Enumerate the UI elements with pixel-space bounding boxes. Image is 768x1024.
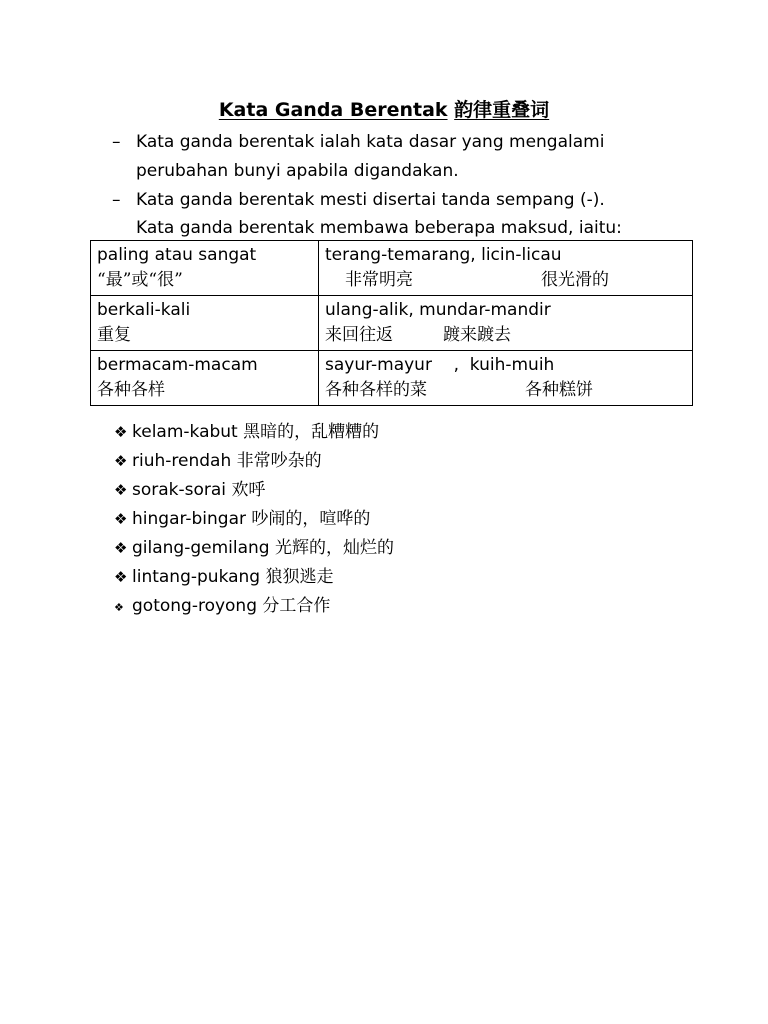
diamond-bullet-icon: ❖ xyxy=(114,568,128,586)
meaning-cell xyxy=(91,296,319,351)
examples-text: terang-temarang, licin-licau xyxy=(325,245,562,265)
table-row xyxy=(91,351,693,406)
diamond-bullet-icon: ❖ xyxy=(114,481,128,499)
examples-chinese: 各种糕饼 xyxy=(525,380,593,400)
examples-cell xyxy=(319,351,693,406)
meaning-chinese: 各种各样 xyxy=(97,380,165,400)
diamond-bullet-icon: ❖ xyxy=(114,510,128,528)
title-chinese: 韵律重叠词 xyxy=(454,99,550,121)
example-word: riuh-rendah xyxy=(132,451,232,471)
page-title xyxy=(0,98,768,122)
list-item xyxy=(114,447,394,476)
list-item xyxy=(114,505,394,534)
example-list xyxy=(114,418,394,621)
diamond-bullet-icon: ❖ xyxy=(114,452,128,470)
examples-text: ulang-alik, mundar-mandir xyxy=(325,300,551,320)
meaning-cell xyxy=(91,351,319,406)
list-item xyxy=(114,418,394,447)
meaning-chinese: 重复 xyxy=(97,325,131,345)
examples-chinese: 各种各样的菜 xyxy=(325,380,427,400)
dash-bullet: – xyxy=(112,132,121,152)
meaning-table xyxy=(90,240,693,406)
dash-bullet: – xyxy=(112,190,121,210)
example-word: lintang-pukang xyxy=(132,567,261,587)
examples-chinese: 踱来踱去 xyxy=(443,325,511,345)
example-chinese: 吵闹的，喧哗的 xyxy=(251,509,371,529)
example-chinese: 黑暗的，乱糟糟的 xyxy=(243,422,380,442)
example-chinese: 欢呼 xyxy=(231,480,266,500)
bullet-text-line: Kata ganda berentak membawa beberapa maksud, iaitu: xyxy=(136,218,622,238)
list-item xyxy=(114,592,394,621)
examples-cell xyxy=(319,241,693,296)
meaning-text: berkali-kali xyxy=(97,300,191,320)
meaning-text: bermacam-macam xyxy=(97,355,258,375)
examples-chinese: 来回往返 xyxy=(325,325,393,345)
example-chinese: 非常吵杂的 xyxy=(236,451,322,471)
example-word: gotong-royong xyxy=(132,596,258,616)
list-item xyxy=(114,476,394,505)
examples-chinese: 很光滑的 xyxy=(541,270,609,290)
examples-chinese: 非常明亮 xyxy=(345,270,413,290)
example-word: gilang-gemilang xyxy=(132,538,270,558)
examples-cell xyxy=(319,296,693,351)
diamond-bullet-icon: ❖ xyxy=(114,601,124,614)
title-malay: Kata Ganda Berentak xyxy=(218,99,448,121)
table-row xyxy=(91,296,693,351)
list-item xyxy=(114,534,394,563)
example-chinese: 分工合作 xyxy=(262,596,331,616)
example-word: hingar-bingar xyxy=(132,509,247,529)
meaning-chinese: “最”或“很” xyxy=(97,270,183,290)
bullet-text-line: perubahan bunyi apabila digandakan. xyxy=(136,161,459,181)
bullet-text-line: Kata ganda berentak mesti disertai tanda sempang (-). xyxy=(136,190,605,210)
meaning-text: paling atau sangat xyxy=(97,245,257,265)
example-word: sorak-sorai xyxy=(132,480,227,500)
example-word: kelam-kabut xyxy=(132,422,238,442)
example-chinese: 光辉的，灿烂的 xyxy=(275,538,394,558)
meaning-cell xyxy=(91,241,319,296)
diamond-bullet-icon: ❖ xyxy=(114,539,128,557)
example-chinese: 狼狈逃走 xyxy=(265,567,334,587)
list-item xyxy=(114,563,394,592)
examples-text: sayur-mayur , kuih-muih xyxy=(325,355,555,375)
bullet-text-line: Kata ganda berentak ialah kata dasar yang mengalami xyxy=(136,132,605,152)
table-row xyxy=(91,241,693,296)
diamond-bullet-icon: ❖ xyxy=(114,423,128,441)
